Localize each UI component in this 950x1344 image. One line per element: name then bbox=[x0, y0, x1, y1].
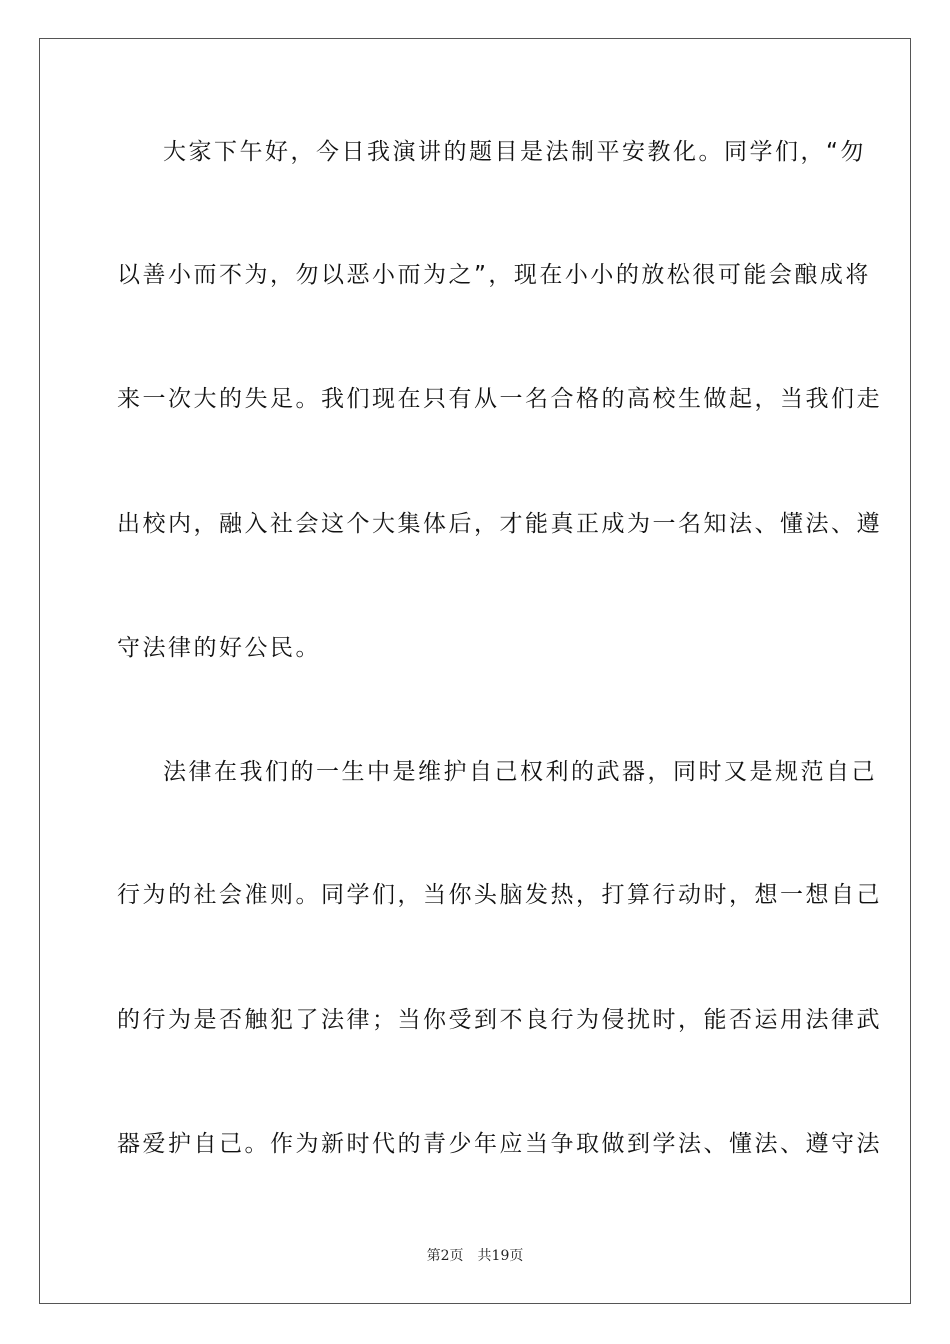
paragraph-2-line-1: 法律在我们的一生中是维护自己权利的武器，同时又是规范自己 bbox=[163, 759, 877, 785]
paragraph-1-line-4: 出校内，融入社会这个大集体后，才能真正成为一名知法、懂法、遵 bbox=[117, 511, 882, 537]
paragraph-1-line-2: 以善小而不为，勿以恶小而为之”，现在小小的放松很可能会酿成将 bbox=[117, 262, 871, 288]
page-number: 第2页 bbox=[426, 1248, 464, 1264]
paragraph-1-line-3: 来一次大的失足。我们现在只有从一名合格的高校生做起，当我们走 bbox=[117, 386, 882, 412]
page-frame bbox=[39, 38, 911, 1304]
page-footer bbox=[0, 1247, 950, 1265]
paragraph-2-line-2: 行为的社会准则。同学们，当你头脑发热，打算行动时，想一想自己 bbox=[117, 882, 882, 908]
paragraph-1-line-1: 大家下午好，今日我演讲的题目是法制平安教化。同学们，“勿 bbox=[163, 139, 866, 165]
paragraph-1-line-5: 守法律的好公民。 bbox=[117, 635, 321, 661]
paragraph-2-line-3: 的行为是否触犯了法律；当你受到不良行为侵扰时，能否运用法律武 bbox=[117, 1007, 882, 1033]
page-total: 共19页 bbox=[477, 1248, 524, 1264]
paragraph-2-line-4: 器爱护自己。作为新时代的青少年应当争取做到学法、懂法、遵守法 bbox=[117, 1131, 882, 1157]
